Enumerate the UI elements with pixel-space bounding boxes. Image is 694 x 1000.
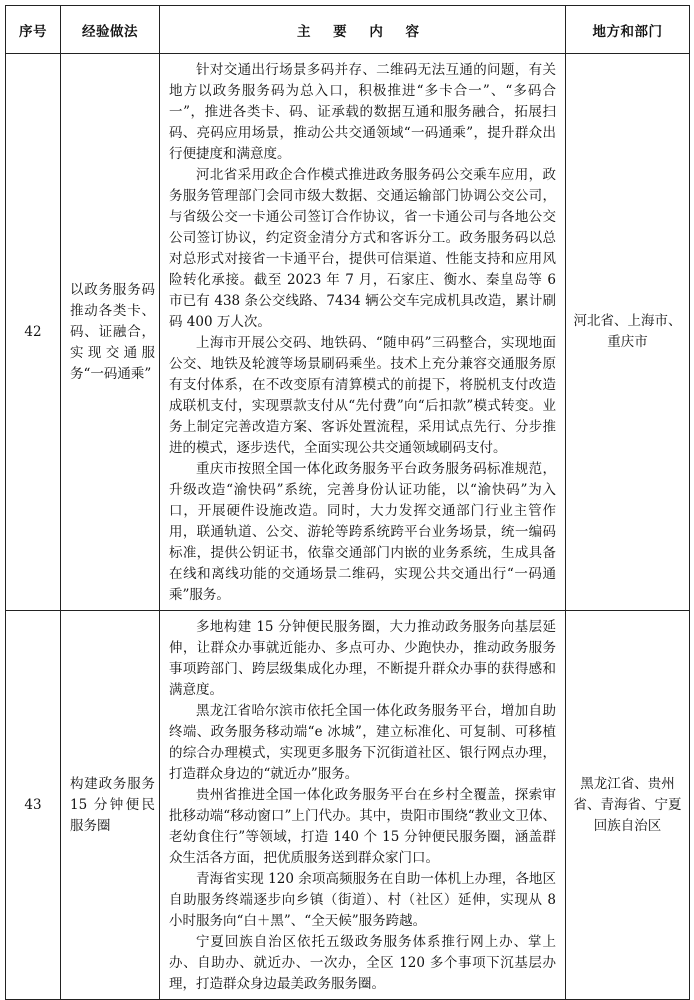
header-index: 序号 <box>6 6 61 54</box>
table-row <box>6 54 690 611</box>
row-method: 以政务服务码推动各类卡、码、证融合，实现交通服务“一码通乘” <box>61 54 160 611</box>
content-paragraph: 重庆市按照全国一体化政务服务平台政务服务码标准规范，升级改造“渝快码”系统，完善身份认证功能，以“渝快码”为入口，开展硬件设施改造。同时，大力发挥交通部门行业主管作用，联通轨道、公交、游轮等跨系统跨平台业务场景，统一编码标准，提供公钥证书，依靠交通部门内嵌的业务系统，生成具备在线和离线功能的交通场景二维码，实现公共交通出行“一码通乘”服务。 <box>169 461 556 603</box>
header-content: 主 要 内 容 <box>160 6 566 54</box>
practice-table <box>5 5 690 1000</box>
table-header-row <box>6 6 690 54</box>
content-paragraph: 宁夏回族自治区依托五级政务服务体系推行网上办、掌上办、自助办、就近办、一次办，全区 120 多个事项下沉基层办理，打造群众身边最美政务服务圈。 <box>169 934 556 992</box>
content-paragraph: 针对交通出行场景多码并存、二维码无法互通的问题，有关地方以政务服务码为总入口，积极推进“多卡合一”、“多码合一”，推进各类卡、码、证承载的数据互通和服务融合，拓展扫码、亮码应用场景，推动公共交通领域“一码通乘”，提升群众出行便捷度和满意度。 <box>169 62 556 162</box>
row-content <box>160 54 566 611</box>
row-index: 43 <box>6 611 61 1000</box>
header-method: 经验做法 <box>61 6 160 54</box>
content-paragraph: 黑龙江省哈尔滨市依托全国一体化政务服务平台，增加自助终端、政务服务移动端“e 冰城”，建立标准化、可复制、可移植的综合办理模式，实现更多服务下沉街道社区、银行网点办理，打造群众身边的“就近办”服务。 <box>169 703 556 782</box>
content-paragraph: 河北省采用政企合作模式推进政务服务码公交乘车应用，政务服务管理部门会同市级大数据、交通运输部门协调公交公司，与省级公交一卡通公司签订合作协议，省一卡通公司与各地公交公司签订协议，约定资金清分方式和客诉分工。政务服务码以总对总形式对接省一卡通平台，提供可信渠道、性能支持和应用风险转化承接。截至 2023 年 7 月，石家庄、衡水、秦皇岛等 6 市已有 438 条公交线路、7434 辆公交车完成机具改造，累计刷码 400 万人次。 <box>169 167 556 330</box>
header-region: 地方和部门 <box>566 6 690 54</box>
row-method: 构建政务服务 15 分钟便民服务圈 <box>61 611 160 1000</box>
content-paragraph: 青海省实现 120 余项高频服务在自助一体机上办理，各地区自助服务终端逐步向乡镇（街道）、村（社区）延伸，实现从 8 小时服务向“白＋黑”、“全天候”服务跨越。 <box>169 871 556 929</box>
content-paragraph: 贵州省推进全国一体化政务服务平台在乡村全覆盖，探索审批移动端“移动窗口”上门代办。其中，贵阳市围绕“教业文卫体、老幼食住行”等领域，打造 140 个 15 分钟便民服务圈，涵盖群众生活各方面，把优质服务送到群众家门口。 <box>169 787 556 866</box>
table-row <box>6 611 690 1000</box>
row-region: 河北省、上海市、重庆市 <box>566 54 690 611</box>
content-paragraph: 上海市开展公交码、地铁码、“随申码”三码整合，实现地面公交、地铁及轮渡等场景刷码乘坐。技术上充分兼容交通服务原有支付体系，在不改变原有清算模式的前提下，将脱机支付改造成联机支付，实现票款支付从“先付费”向“后扣款”模式转变。业务上制定完善改造方案、客诉处置流程，采用试点先行、分步推进的模式，逐步迭代，全面实现公共交通领域刷码支付。 <box>169 335 556 456</box>
row-content <box>160 611 566 1000</box>
row-index: 42 <box>6 54 61 611</box>
row-region: 黑龙江省、贵州省、青海省、宁夏回族自治区 <box>566 611 690 1000</box>
content-paragraph: 多地构建 15 分钟便民服务圈，大力推动政务服务向基层延伸，让群众办事就近能办、多点可办、少跑快办，推动政务服务事项跨部门、跨层级集成化办理，不断提升群众办事的获得感和满意度。 <box>169 619 556 698</box>
